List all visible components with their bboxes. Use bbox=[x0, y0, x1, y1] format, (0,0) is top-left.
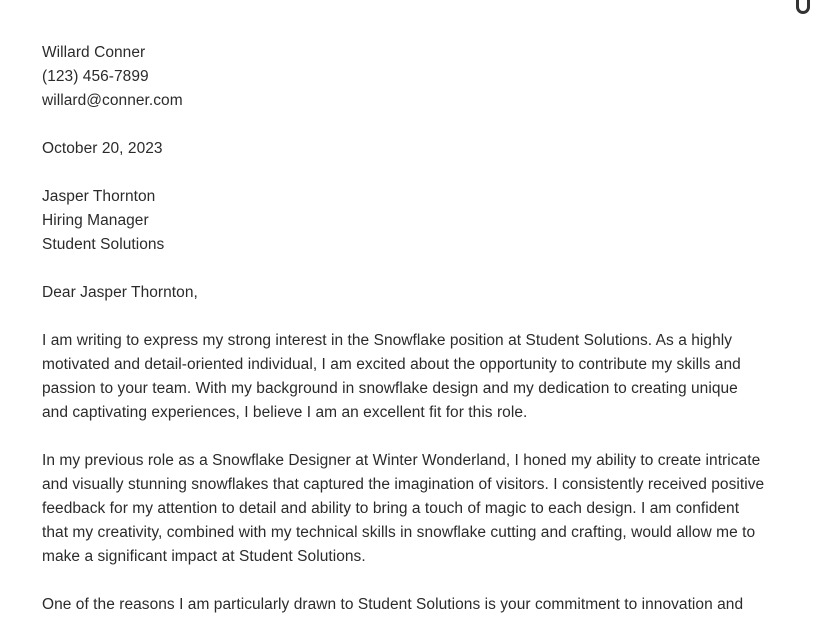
sender-block bbox=[42, 41, 802, 113]
date-block bbox=[42, 137, 802, 161]
cover-letter bbox=[42, 41, 802, 641]
paragraph-line: and captivating experiences, I believe I am an excellent fit for this role. bbox=[42, 404, 528, 421]
recipient-block bbox=[42, 185, 802, 257]
recipient-name: Jasper Thornton bbox=[42, 188, 156, 205]
paragraph-line: feedback for my attention to detail and ability to bring a touch of magic to each design. I am confident bbox=[42, 500, 740, 517]
recipient-title: Hiring Manager bbox=[42, 212, 149, 229]
paragraph-line: that my creativity, combined with my technical skills in snowflake cutting and crafting, would allow me to bbox=[42, 524, 756, 541]
paragraph-line: and visually stunning snowflakes that captured the imagination of visitors. I consistently received positive bbox=[42, 476, 765, 493]
sender-email: willard@conner.com bbox=[42, 92, 183, 109]
paragraph-line: In my previous role as a Snowflake Designer at Winter Wonderland, I honed my ability to create intricate bbox=[42, 452, 761, 469]
sender-name: Willard Conner bbox=[42, 44, 146, 61]
paragraph-3 bbox=[42, 593, 802, 617]
paragraph-2 bbox=[42, 449, 802, 569]
paragraph-line: make a significant impact at Student Solutions. bbox=[42, 548, 366, 565]
paragraph-line: I am writing to express my strong interest in the Snowflake position at Student Solutions. As a highly bbox=[42, 332, 733, 349]
paragraph-line: passion to your team. With my background in snowflake design and my dedication to creating unique bbox=[42, 380, 738, 397]
letter-date: October 20, 2023 bbox=[42, 140, 163, 157]
partial-rounded-icon bbox=[796, 0, 810, 14]
paragraph-1 bbox=[42, 329, 802, 425]
recipient-company: Student Solutions bbox=[42, 236, 165, 253]
paragraph-line: motivated and detail-oriented individual, I am excited about the opportunity to contribute my skills and bbox=[42, 356, 741, 373]
paragraph-line: One of the reasons I am particularly drawn to Student Solutions is your commitment to innovation and bbox=[42, 596, 744, 613]
salutation: Dear Jasper Thornton, bbox=[42, 284, 198, 301]
salutation-block bbox=[42, 281, 802, 305]
sender-phone: (123) 456-7899 bbox=[42, 68, 149, 85]
